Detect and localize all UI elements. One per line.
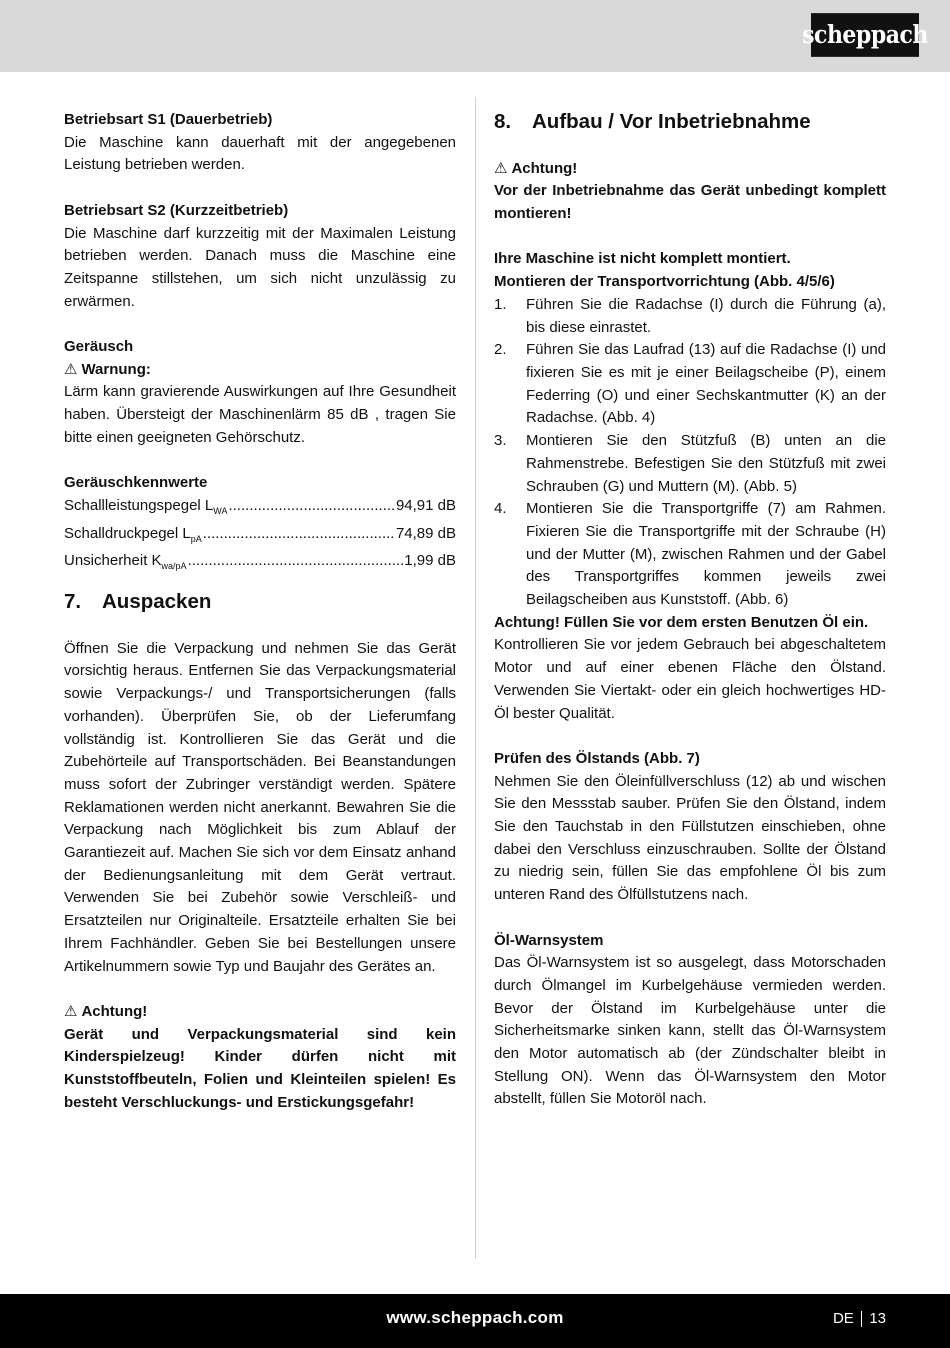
- footer: [0, 1294, 950, 1348]
- noise-value: 94,91 dB: [395, 496, 456, 514]
- not-assembled-note: Ihre Maschine ist nicht komplett montiert.: [494, 250, 791, 268]
- assembly-step: [494, 498, 886, 612]
- noise-values-list: [64, 495, 456, 578]
- noise-value-label: Unsicherheit $K_{wa/pA}$: [64, 552, 187, 572]
- noise-warning: ⚠ Warnung:: [64, 359, 456, 382]
- step-text: Führen Sie das Laufrad (13) auf die Radachse (I) und fixieren Sie es mit je einer Beilagscheibe (P), einem Federring (O) und einer Sechskantmutter (K) an der Radachse. (Abb. 4): [526, 341, 886, 427]
- step-number: 2.: [494, 341, 507, 359]
- page-number: 13: [869, 1310, 886, 1327]
- assembly-step: [494, 339, 886, 430]
- warning-triangle-icon: ⚠: [64, 1002, 78, 1020]
- s1-text: Die Maschine kann dauerhaft mit der angegebenen Leistung betrieben werden.: [64, 133, 456, 174]
- leader-dots: [203, 523, 395, 546]
- check-oil-text: Nehmen Sie den Öleinfüllverschluss (12) ab und wischen Sie den Messstab sauber. Prüfen Sie den Ölstand, indem Sie den Tauchstab in den Füllstutzen einschieben, ohne dabei den Verschluss einzuschrauben. Sollte der Ölstand zu niedrig sein, füllen Sie das empfohlene Öl bis zum unteren Rand des Ölfüllstutzens nach.: [494, 772, 886, 904]
- check-oil-title: Prüfen des Ölstands (Abb. 7): [494, 749, 700, 767]
- page-indicator: [833, 1310, 886, 1327]
- caution-label: ⚠ Achtung!: [494, 158, 886, 181]
- oil-warning-system-text: Das Öl-Warnsystem ist so ausgelegt, dass Motorschaden durch Ölmangel im Kurbelgehäuse vermieden werden. Bevor der Ölstand im Kurbelgehäuse unter die Sicherheitsmarke sinken kann, stellt das Öl-Warnsystem den Motor automatisch ab (der Zündschalter bleibt in Stellung ON). Wenn das Öl-Warnsystem den Motor abstellt, füllen Sie Motoröl nach.: [494, 954, 886, 1108]
- noise-text: Lärm kann gravierende Auswirkungen auf Ihre Gesundheit haben. Übersteigt der Maschinenlärm 85 dB , tragen Sie bitte einen geeigneten Gehörschutz.: [64, 383, 456, 446]
- caution-text: Gerät und Verpackungsmaterial sind kein Kinderspielzeug! Kinder dürfen nicht mit Kunststoffbeuteln, Folien und Kleinteilen spielen! Es besteht Verschluckungs- und Erstickungsgefahr!: [64, 1025, 456, 1111]
- s2-text: Die Maschine darf kurzzeitig mit der Maximalen Leistung betrieben werden. Danach muss die Maschine eine Zeitspanne stillstehen, um sich nicht unzulässig zu erwärmen.: [64, 224, 456, 310]
- section-8-number: 8.: [494, 110, 512, 133]
- section-8-heading: [494, 109, 886, 135]
- step-text: Montieren Sie den Stützfuß (B) unten an die Rahmenstrebe. Befestigen Sie den Stützfuß mit zwei Schrauben (G) und Muttern (M). (Abb. 5): [526, 432, 886, 495]
- warning-triangle-icon: ⚠: [64, 360, 78, 378]
- caution-text: Vor der Inbetriebnahme das Gerät unbedingt komplett montieren!: [494, 182, 886, 223]
- language-code: DE: [832, 1310, 854, 1327]
- page-separator: [861, 1311, 863, 1327]
- noise-value: 74,89 dB: [395, 524, 456, 542]
- left-column: [64, 109, 456, 1114]
- section-8-title: Aufbau / Vor Inbetriebnahme: [532, 110, 811, 133]
- noise-value-label: Schalldruckpegel $L_{pA}$: [64, 524, 202, 544]
- oil-warning: Achtung! Füllen Sie vor dem ersten Benutzen Öl ein.: [494, 613, 869, 631]
- oil-warning-system-title: Öl-Warnsystem: [494, 931, 604, 949]
- step-number: 3.: [494, 432, 507, 450]
- s2-title: Betriebsart S2 (Kurzzeitbetrieb): [64, 201, 289, 219]
- step-text: Führen Sie die Radachse (I) durch die Führung (a), bis diese einrastet.: [526, 295, 886, 336]
- step-number: 1.: [494, 295, 507, 313]
- noise-title: Geräusch: [64, 338, 134, 355]
- noise-value-row: [64, 495, 456, 523]
- unpack-text: Öffnen Sie die Verpackung und nehmen Sie das Gerät vorsichtig heraus. Entfernen Sie das Verpackungsmaterial sowie Verpackungs-/ und Transportsicherungen (falls vorhanden). Überprüfen Sie, ob der Lieferumfang vollständig ist. Kontrollieren Sie das Gerät und die Zubehörteile auf Transportschäden. Bei Beanstandungen muss sofort der Zubringer verständigt werden. Spätere Reklamationen werden nicht anerkannt. Bewahren Sie die Verpackung nach Möglichkeit bis zum Ablauf der Garantiezeit auf. Machen Sie sich vor dem Einsatz anhand der Bedienungsanleitung mit dem Gerät vertraut. Verwenden Sie bei Zubehör sowie Verschleiß- und Ersatzteilen nur Originalteile. Ersatzteile erhalten Sie bei Ihrem Fachhändler. Geben Sie bei Bestellungen unsere Artikelnummern sowie Typ und Baujahr des Gerätes an.: [64, 639, 456, 975]
- section-7-title: Auspacken: [102, 590, 212, 614]
- assembly-step: [494, 294, 886, 339]
- s1-title: Betriebsart S1 (Dauerbetrieb): [64, 111, 273, 128]
- section-7-heading: [64, 589, 456, 615]
- right-column: [494, 109, 886, 1111]
- brand-logo: scheppach: [811, 13, 919, 57]
- leader-dots: [188, 550, 404, 573]
- noise-values-title: Geräuschkennwerte: [64, 474, 208, 492]
- section-7-number: 7.: [64, 590, 82, 614]
- step-text: Montieren Sie die Transportgriffe (7) am Rahmen. Fixieren Sie die Transportgriffe mit der Schraube (H) und der Mutter (M), zwischen Rahmen und der Gabel des Transportgriffes kommen jeweils zwei Beilagscheiben aus Kunststoff. (Abb. 6): [526, 500, 886, 609]
- oil-text: Kontrollieren Sie vor jedem Gebrauch bei abgeschaltetem Motor und auf einer ebenen Fläche den Ölstand. Verwenden Sie Viertakt- oder ein gleich hochwertiges HD-Öl bester Qualität.: [494, 636, 886, 722]
- noise-value-row: [64, 523, 456, 551]
- caution-label: ⚠ Achtung!: [64, 1001, 456, 1024]
- noise-value-label: Schallleistungspegel $L_{WA}$: [64, 496, 228, 516]
- leader-dots: [228, 495, 394, 518]
- website-link[interactable]: www.scheppach.com: [386, 1308, 564, 1327]
- transport-title: Montieren der Transportvorrichtung (Abb. 4/5/6): [494, 273, 835, 291]
- warning-triangle-icon: ⚠: [494, 159, 508, 177]
- assembly-steps: [494, 294, 886, 612]
- header-band: [0, 0, 950, 72]
- assembly-step: [494, 430, 886, 498]
- noise-value: 1,99 dB: [404, 552, 456, 570]
- column-divider: [475, 97, 476, 1259]
- noise-value-row: [64, 550, 456, 578]
- step-number: 4.: [494, 500, 507, 518]
